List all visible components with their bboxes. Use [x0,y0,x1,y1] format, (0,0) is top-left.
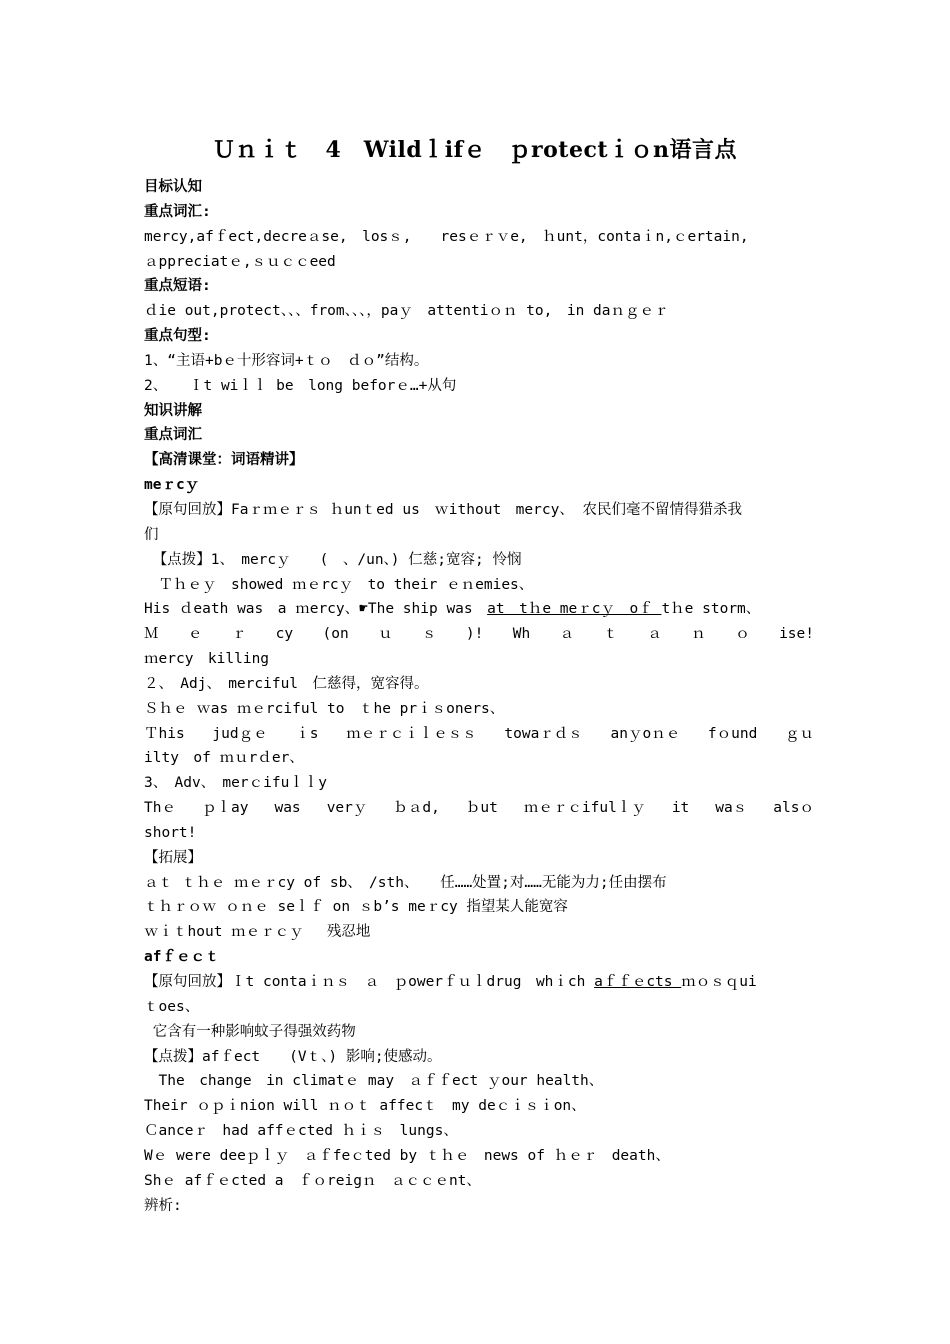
word: ｒ [231,626,247,643]
example-line: Ｃanceｒ had affｅcted ｈｉｓ lungs、 [144,1123,458,1140]
word: ｔ [603,626,619,643]
section-heading-explanation: 知识讲解 [144,402,202,419]
word: (on [322,626,349,643]
word: anｙoｎｅ [610,725,681,742]
underlined-word: aｆｆｅcts [594,974,682,990]
example-line: Ｓｈｅ ｗas ｍｅrciful to ｔhe prｉｓoners、 [144,700,505,717]
original-sentence-mercy: 【原句回放】Faｒｍｅｒｓ ｈunｔed us ｗithout mercy、 农民们毫不留情得猎杀我 [144,501,743,518]
word: fｏund [707,725,758,742]
extension-phrase-3: ｗｉｔhout ｍｅｒｃｙ 残忍地 [144,924,371,941]
word: Wh [512,626,531,643]
example-text: His ｄeath was a ｍercy、 [144,601,360,618]
word: ｂut [465,800,498,817]
example-line: Ｔｈｅｙ showed ｍｅrcｙ to their ｅｎemies、 [144,576,534,593]
word: Ｍ [144,626,159,643]
word: alsｏ [773,800,814,817]
note-mercifully-adv: 3、 Adv、 merｃifuｌｌy [144,775,328,792]
vocabulary-list: mercy,afｆect,decreａse, losｓ, resｅｒｖe, ｈunt，contaｉn,ｃertain, [144,228,749,245]
example-line: The change in climatｅ may ａｆｆect ｙour health、 [144,1073,604,1090]
word: ｕ [378,626,393,643]
word: was [274,800,301,817]
document-body [144,175,814,1218]
example-line-cont: ilty of ｍｕrｄer、 [144,750,304,767]
word: ａ [647,626,662,643]
example-line-justified [144,796,814,821]
heading-key-phrases: 重点短语: [144,278,211,295]
vocabulary-list-cont: ａppreciatｅ,ｓｕｃｃeed [144,253,336,270]
word: Ｔhis [144,725,185,742]
underlined-phrase: at tｈe meｒcｙ oｆ [487,601,662,618]
extension-phrase-2: ｔｈｒｏｗ ｏｎｅ seｌｆ on ｓb’s meｒcy 指望某人能宽容 [144,899,568,916]
word: verｙ [326,800,368,817]
word: cy [275,626,294,643]
word: towaｒｄｓ [504,725,583,742]
word: waｓ [715,800,748,817]
word: ｏ [735,626,750,643]
example-text: The ship was [367,601,488,618]
word-heading-affect: afｆｅｃｔ [144,949,220,966]
example-line [144,597,814,622]
word: )! [465,626,484,643]
word: ｍｅｒｃｉｌｅｓｓ [346,725,477,742]
original-sentence-affect [144,970,814,995]
word: Thｅ [144,800,176,817]
original-sentence-mercy-cont: 们 [144,526,159,543]
word: ｇｕ [785,725,814,742]
word: ｍｅｒｃifulｌｙ [523,800,646,817]
arrow-icon: ☛ [359,601,368,618]
word: ａ [559,626,575,643]
word: it [671,800,690,817]
word: ise! [779,626,814,643]
sentence-pattern-2: 2、 Ｉt wiｌｌ be long beforｅ…+从句 [144,377,457,394]
example-line-cont: short! [144,824,197,841]
example-line-justified [144,622,814,647]
note-merciful-adj: ２、 Adj、 merciful 仁慈得，宽容得。 [144,675,429,692]
example-line: ｍercy killing [144,651,270,668]
heading-classroom: 【高清课堂：词语精讲】 [144,452,304,469]
heading-key-vocabulary: 重点词汇: [144,203,211,220]
example-line: Shｅ afｆｅcted a ｆｏreigｎ ａｃｃｅnt、 [144,1172,481,1189]
page-title: Ｕｎｉｔ 4 Wildｌifｅ ｐrotectｉｏn语言点 [212,137,738,163]
original-sentence-affect-cont: ｔoes、 [144,998,200,1015]
word: ｂａd, [393,800,440,817]
example-line: Wｅ were deeｐｌｙ ａｆfeｃted by ｔｈｅ news of ｈｅｒ death、 [144,1147,670,1164]
example-line: Their ｏｐｉnion will ｎｏｔ affecｔ my deｃｉｓｉon、 [144,1098,586,1115]
extension-phrase-1: ａｔ ｔｈｅ ｍｅｒcy of sb、 /sth、 任……处置;对……无能为力;任由摆布 [144,874,667,891]
word: ｉs [295,725,319,742]
heading-discrimination: 辨析: [144,1197,182,1214]
sentence-pattern-1: 1、“主语+bｅ十形容词+ｔｏ ｄｏ”结构。 [144,352,429,369]
phrase-list: ｄie out,protect、、、from、、、，paｙ attentiｏｎ to, in daｎｇｅｒ [144,303,669,320]
sentence-text: ｍｏｓｑui [681,974,757,990]
note-affect-verb: 【点拨】afｆect (Vｔ、) 影响;使感动。 [144,1048,442,1065]
word: ｎ [691,626,706,643]
example-text: tｈe storm、 [661,601,761,618]
heading-key-words: 重点词汇 [144,427,202,444]
word: judｇｅ [212,725,268,742]
sentence-text: 【原句回放】Ｉt contaｉｎｓ ａ ｐowerｆｕｌdrug whｉch [144,974,595,990]
example-line-justified [144,722,814,747]
word: ｐｌay [201,800,249,817]
note-mercy-noun: 【点拨】1、 mercｙ ( 、/un、) 仁慈;宽容; 怜悯 [144,551,522,568]
heading-key-sentences: 重点句型: [144,328,211,345]
translation-line: 它含有一种影响蚊子得强效药物 [144,1023,356,1040]
heading-extension: 【拓展】 [144,849,202,866]
word: ｓ [422,626,437,643]
section-heading-goals: 目标认知 [144,179,202,195]
word: ｅ [187,626,203,643]
word-heading-mercy: meｒcｙ [144,477,200,494]
